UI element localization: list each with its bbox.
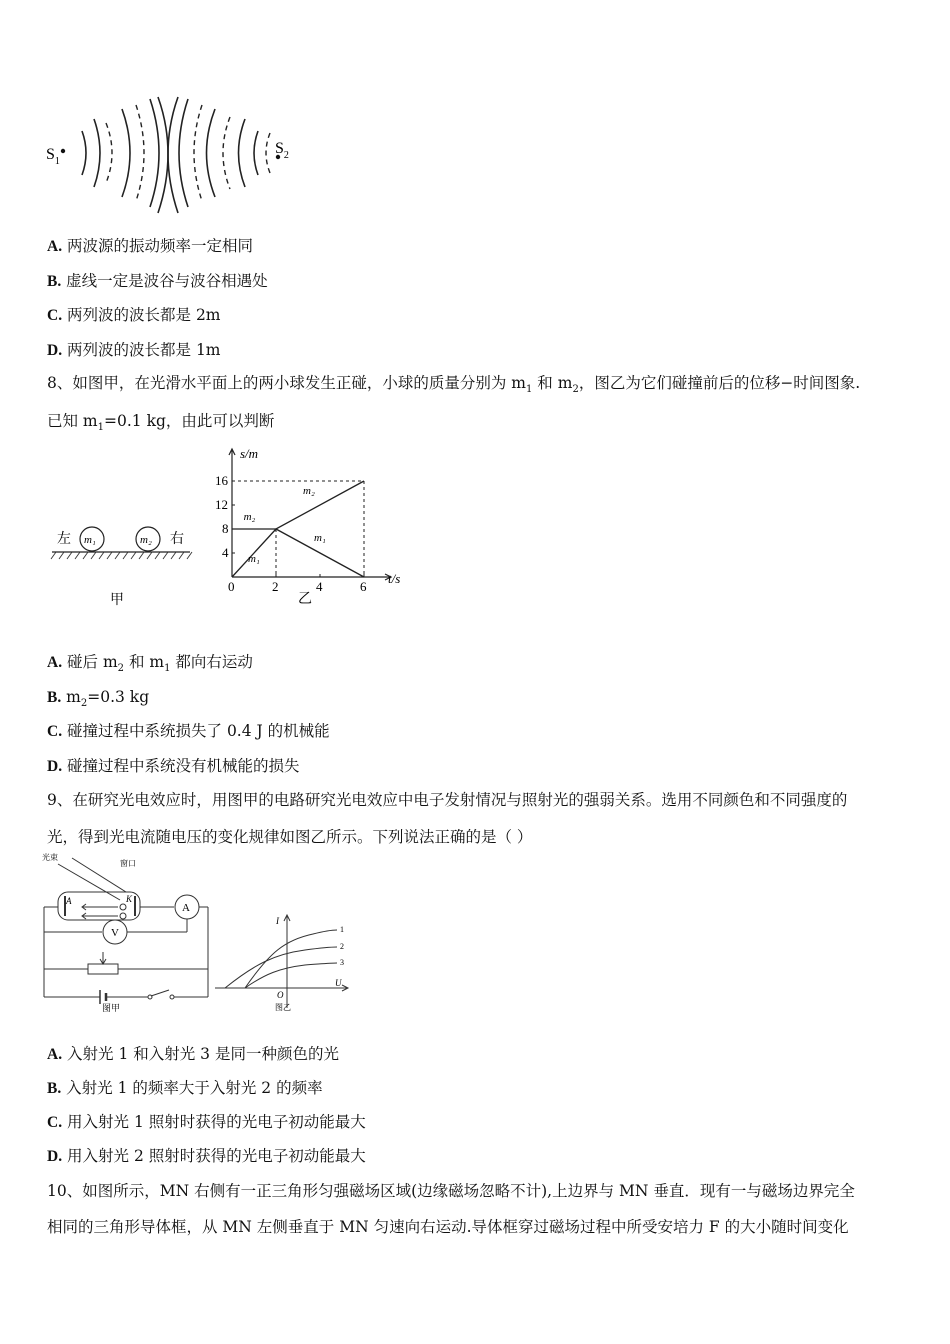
q9-option-d[interactable]: D. 用入射光 2 照射时获得的光电子初动能最大 bbox=[47, 1147, 366, 1165]
series-label: m₁ bbox=[314, 532, 326, 544]
curve-2 bbox=[225, 947, 337, 988]
x-tick-label: 4 bbox=[316, 579, 323, 594]
voltmeter-label: V bbox=[111, 927, 119, 939]
left-label: 左 bbox=[57, 532, 71, 547]
q8-stem-line2: 已知 $m_1=0.1$ kg，由此可以判断 bbox=[47, 412, 275, 434]
q9-option-c[interactable]: C. 用入射光 1 照射时获得的光电子初动能最大 bbox=[47, 1113, 366, 1131]
q9-stem-line1: 9、在研究光电效应时，用图甲的电路研究光电效应中电子发射情况与照射光的强弱关系。选用不同颜色和不同强度的 bbox=[47, 791, 848, 809]
fig-a-caption: 图甲 bbox=[102, 1003, 121, 1012]
wave-interference-figure bbox=[40, 95, 310, 215]
voltage-axis-label: U bbox=[335, 978, 342, 988]
q7-option-a[interactable]: A. 两波源的振动频率一定相同 bbox=[47, 237, 254, 255]
photoelectric-circuit-figure bbox=[40, 852, 215, 1012]
q10-stem-line2: 相同的三角形导体框，从 MN 左侧垂直于 MN 匀速向右运动.导体框穿过磁场过程中所受安培力 F 的大小随时间变化 bbox=[47, 1218, 849, 1236]
y-axis-label: s/m bbox=[240, 446, 259, 461]
fig-yi-caption: 乙 bbox=[298, 592, 312, 607]
curve-2-label: 2 bbox=[340, 942, 344, 951]
displacement-time-chart bbox=[210, 445, 420, 610]
ball-m1-label: m₁ bbox=[84, 534, 96, 546]
curve-3 bbox=[245, 963, 337, 988]
fig-jia-caption: 甲 bbox=[110, 593, 124, 608]
series-label: m₁ bbox=[248, 553, 260, 565]
collision-balls-figure bbox=[50, 518, 200, 613]
q9-stem-line2: 光，得到光电流随电压的变化规律如图乙所示。下列说法正确的是（ ） bbox=[47, 828, 533, 846]
q7-option-d[interactable]: D. 两列波的波长都是 1m bbox=[47, 341, 221, 359]
light-beam-label: 光束 bbox=[42, 853, 58, 862]
series-label: m₂ bbox=[243, 511, 256, 523]
source-s2-label: $S_2$ bbox=[275, 140, 289, 161]
q7-option-c[interactable]: C. 两列波的波长都是 2m bbox=[47, 306, 221, 324]
source-s1-label: $S_1$ bbox=[46, 146, 60, 167]
series-label: m₂ bbox=[303, 485, 315, 498]
fig-b-caption: 图乙 bbox=[275, 1003, 291, 1012]
y-tick-label: 12 bbox=[215, 497, 228, 512]
q8-option-a[interactable]: A. 碰后 $m_2$ 和 $m_1$ 都向右运动 bbox=[47, 653, 253, 675]
x-tick-label: 0 bbox=[228, 579, 235, 594]
q8-option-c[interactable]: C. 碰撞过程中系统损失了 0.4 J 的机械能 bbox=[47, 722, 330, 740]
ball-m2-label: m₂ bbox=[140, 534, 152, 546]
photocurrent-voltage-figure bbox=[215, 912, 355, 1012]
ammeter-label: A bbox=[182, 902, 190, 914]
x-axis-label: t/s bbox=[388, 571, 401, 586]
q7-option-b[interactable]: B. 虚线一定是波谷与波谷相遇处 bbox=[47, 272, 268, 290]
y-tick-label: 4 bbox=[222, 545, 229, 560]
x-tick-label: 2 bbox=[272, 579, 279, 594]
y-tick-label: 8 bbox=[222, 521, 229, 536]
origin-label: O bbox=[277, 990, 284, 1000]
q9-option-b[interactable]: B. 入射光 1 的频率大于入射光 2 的频率 bbox=[47, 1079, 323, 1097]
q8-stem-line1: 8、如图甲，在光滑水平面上的两小球发生正碰，小球的质量分别为 $m_1$ 和 $m_2$，图乙为它们碰撞前后的位移−时间图象. bbox=[47, 374, 861, 396]
q10-stem-line1: 10、如图所示，MN 右侧有一正三角形匀强磁场区域(边缘磁场忽略不计),上边界与 MN 垂直．现有一与磁场边界完全 bbox=[47, 1182, 855, 1200]
x-tick-label: 6 bbox=[360, 579, 367, 594]
y-tick-label: 16 bbox=[215, 473, 228, 488]
window-label: 窗口 bbox=[120, 859, 136, 868]
anode-label: A bbox=[66, 896, 72, 906]
q8-option-b[interactable]: B. $m_2=0.3$ kg bbox=[47, 688, 150, 710]
current-axis-label: I bbox=[276, 916, 279, 926]
q9-option-a[interactable]: A. 入射光 1 和入射光 3 是同一种颜色的光 bbox=[47, 1045, 339, 1063]
curve-3-label: 3 bbox=[340, 958, 344, 967]
q8-option-d[interactable]: D. 碰撞过程中系统没有机械能的损失 bbox=[47, 757, 300, 775]
curve-1-label: 1 bbox=[340, 925, 344, 934]
right-label: 右 bbox=[170, 532, 184, 547]
cathode-label: K bbox=[126, 894, 133, 904]
